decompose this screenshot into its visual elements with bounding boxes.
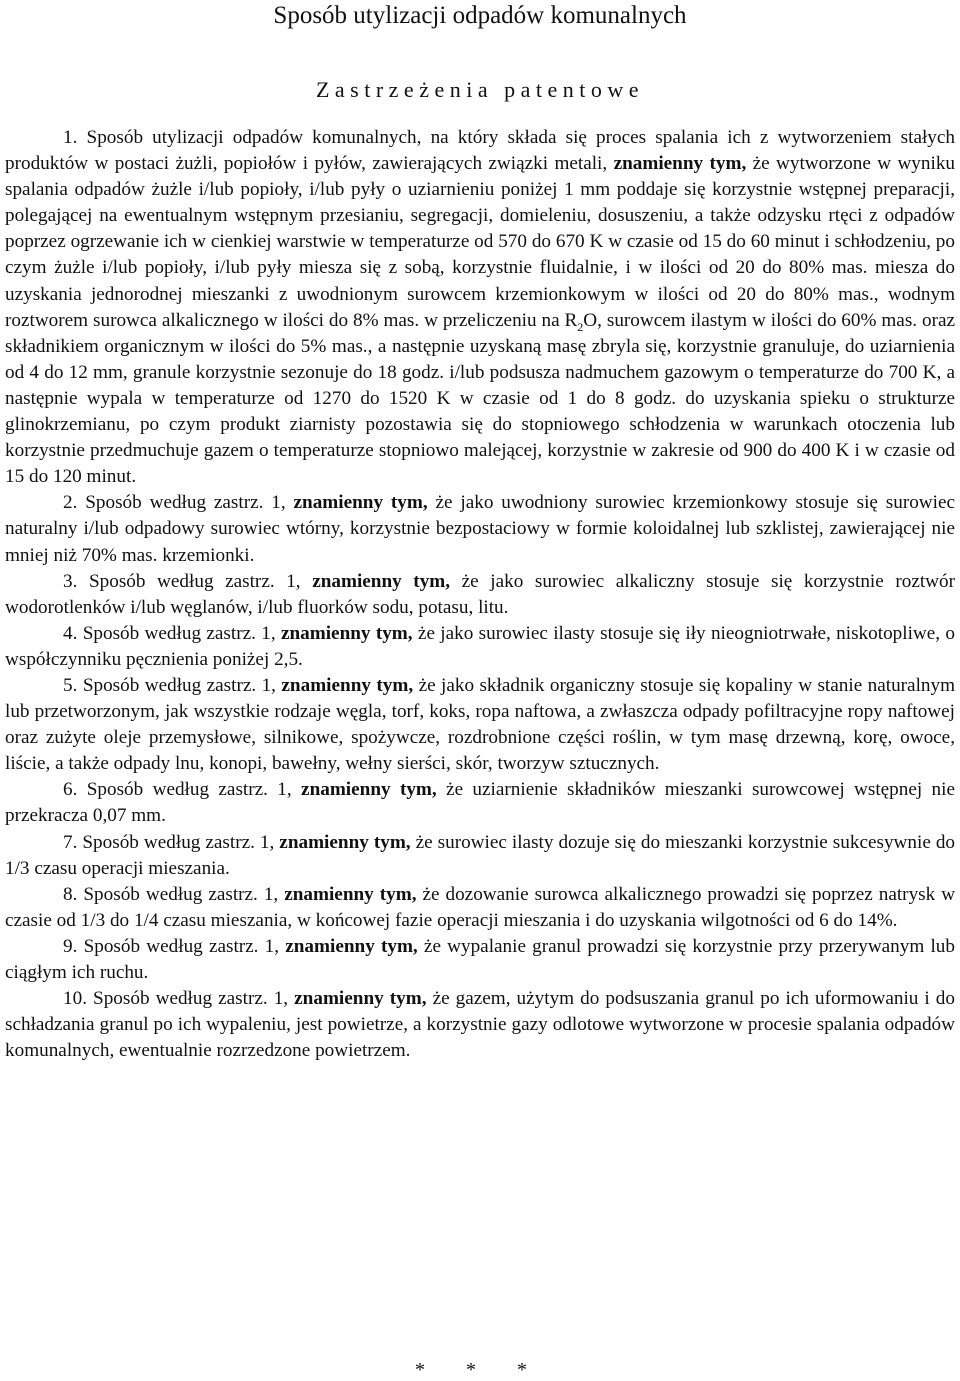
claim-lead: Sposób według zastrz. 1, (82, 831, 275, 853)
claim-text: że surowiec ilasty dozuje się do mieszanki korzystnie sukcesywnie do 1/3 czasu operacji mieszania. (5, 831, 956, 879)
claim-8 (5, 882, 955, 934)
claim-text: że dozowanie surowca alkalicznego prowadzi się poprzez natrysk w czasie od 1/3 do 1/4 czasu mieszania, w końcowej fazie operacji mieszania i do uzyskania wilgotności od 6 do 14%. (5, 883, 956, 931)
claim-text: że jako uwodniony surowiec krzemionkowy stosuje się surowiec naturalny i/lub odpadowy surowiec wtórny, korzystnie bezpostaciowy w formie koloidalnej lub szklistej, zawierającej nie mniej niż 70% mas. krzemionki. (5, 492, 956, 566)
claim-keyword: znamienny tym, (312, 570, 451, 592)
claim-text: że wypalanie granul prowadzi się korzystnie przy przerywanym lub ciągłym ich ruchu. (5, 935, 955, 983)
claim-keyword: znamienny tym, (293, 492, 428, 514)
claim-lead: Sposób według zastrz. 1, (93, 988, 289, 1010)
claim-keyword: znamienny tym, (301, 779, 437, 801)
claim-lead: Sposób według zastrz. 1, (83, 935, 280, 957)
claim-lead: Sposób według zastrz. 1, (88, 570, 301, 592)
claim-lead: Sposób według zastrz. 1, (86, 779, 292, 801)
claim-3 (5, 569, 955, 621)
claim-lead: Sposób utylizacji odpadów komunalnych, na który składa się proces spalania ich z wytworzeniem stałych produktów w postaci żużli, popiołów i pyłów, zawierających związki metali, (5, 127, 956, 175)
claim-number: 1. (63, 127, 78, 148)
claim-text: że jako surowiec alkaliczny stosuje się korzystnie roztwór wodorotlenków i/lub węglanów, i/lub fluorków sodu, potasu, litu. (5, 570, 956, 618)
claim-number: 10. (63, 988, 87, 1010)
claim-lead: Sposób według zastrz. 1, (82, 622, 276, 644)
claim-text: że jako składnik organiczny stosuje się kopaliny w stanie naturalnym lub przetworzonym, jak wszystkie rodzaje węgla, torf, koks, ropa naftowa, a zwłaszcza odpady pofiltracyjne ropy naftowej oraz zużyte oleje przemysłowe, silnikowe, spożywcze, rozdrobnione części roślin, w tym masę drzewną, korę, owoce, liście, a także odpady lnu, konopi, bawełny, wełny sierści, skór, tworzyw sztucznych. (5, 674, 956, 775)
claims-list (5, 125, 955, 1064)
claim-keyword: znamienny tym, (279, 831, 411, 853)
claim-6 (5, 777, 955, 829)
claim-number: 2. (63, 492, 78, 514)
claim-lead: Sposób według zastrz. 1, (85, 492, 286, 514)
claim-text: że wytworzone w wyniku spalania odpadów żużle i/lub popioły, i/lub pyły o uziarnieniu poniżej 1 mm poddaje się korzystnie wstępnej preparacji, polegającej na ewentualnym wstępnym przesianiu, segregacji, domieleniu, dosuszeniu, a także odzysku rtęci z odpadów poprzez ogrzewanie ich w cienkiej warstwie w temperaturze od 570 do 670 K w czasie od 15 do 60 minut i schłodzeniu, po czym żużle i/lub popioły, i/lub pyły miesza się z sobą, korzystnie fluidalnie, i w ilości od 20 do 80% mas. miesza do uzyskania jednorodnej mieszanki z uwodnionym surowcem krzemionkowym w ilości od 20 do 80% mas., wodnym roztworem surowca alkalicznego w ilości do 8% mas. w przeliczeniu na R (5, 153, 956, 331)
claim-subscript: 2 (577, 319, 584, 334)
document-title: Sposób utylizacji odpadów komunalnych (273, 2, 687, 29)
claim-number: 6. (63, 779, 78, 801)
claim-text: że jako surowiec ilasty stosuje się iły nieogniotrwałe, niskotopliwe, o współczynniku pęcznienia poniżej 2,5. (5, 622, 956, 670)
claim-keyword: znamienny tym, (281, 674, 414, 696)
claim-keyword: znamienny tym, (294, 988, 427, 1010)
claim-10 (5, 986, 955, 1064)
claim-9 (5, 934, 955, 986)
claim-text: że gazem, użytym do podsuszania granul po ich uformowaniu i do schładzania granul po ich wypaleniu, jest powietrze, a korzystnie gazy odlotowe wytworzone w procesie spalania odpadów komunalnych, ewentualnie rozrzedzone powietrzem. (5, 988, 955, 1062)
claim-keyword: znamienny tym, (285, 935, 418, 957)
claim-lead: Sposób według zastrz. 1, (83, 883, 279, 905)
claim-2 (5, 490, 955, 568)
claim-text-continued: O, surowcem ilastym w ilości do 60% mas. oraz składnikiem organicznym w ilości do 5% mas., a następnie uzyskaną masę zbryla się, korzystnie granuluje, do uziarnienia od 4 do 12 mm, granule korzystnie sezonuje do 18 godz. i/lub podsusza nadmuchem gazowym o temperaturze do 700 K, a następnie wypala w temperaturze od 1270 do 1520 K w czasie od 1 do 8 godz. do uzyskania spieku o strukturze glinokrzemianu, po czym produkt ziarnisty pozostawia się do stopniowego schłodzenia w warunkach otoczenia lub korzystnie przedmuchuje gazem o temperaturze stopniowo malejącej, korzystnie w zakresie od 900 do 400 K i w czasie od 15 do 120 minut. (5, 309, 955, 488)
claim-number: 8. (63, 883, 78, 905)
claim-number: 3. (63, 570, 78, 592)
claim-keyword: znamienny tym, (613, 153, 747, 175)
claim-number: 4. (63, 622, 78, 644)
claim-keyword: znamienny tym, (280, 622, 413, 644)
claim-5 (5, 673, 955, 777)
claim-7 (5, 830, 955, 882)
document-page (5, 0, 956, 1381)
end-of-document-mark: * * * (415, 1359, 545, 1381)
claim-number: 7. (63, 831, 78, 853)
document-subtitle: Zastrzeżenia patentowe (315, 77, 645, 102)
claim-lead: Sposób według zastrz. 1, (82, 674, 276, 696)
claim-4 (5, 621, 955, 673)
claim-1 (5, 125, 955, 490)
claim-text: że uziarnienie składników mieszanki surowcowej wstępnej nie przekracza 0,07 mm. (5, 779, 955, 827)
claim-number: 9. (63, 935, 78, 957)
claim-keyword: znamienny tym, (284, 883, 417, 905)
claim-number: 5. (63, 674, 78, 696)
